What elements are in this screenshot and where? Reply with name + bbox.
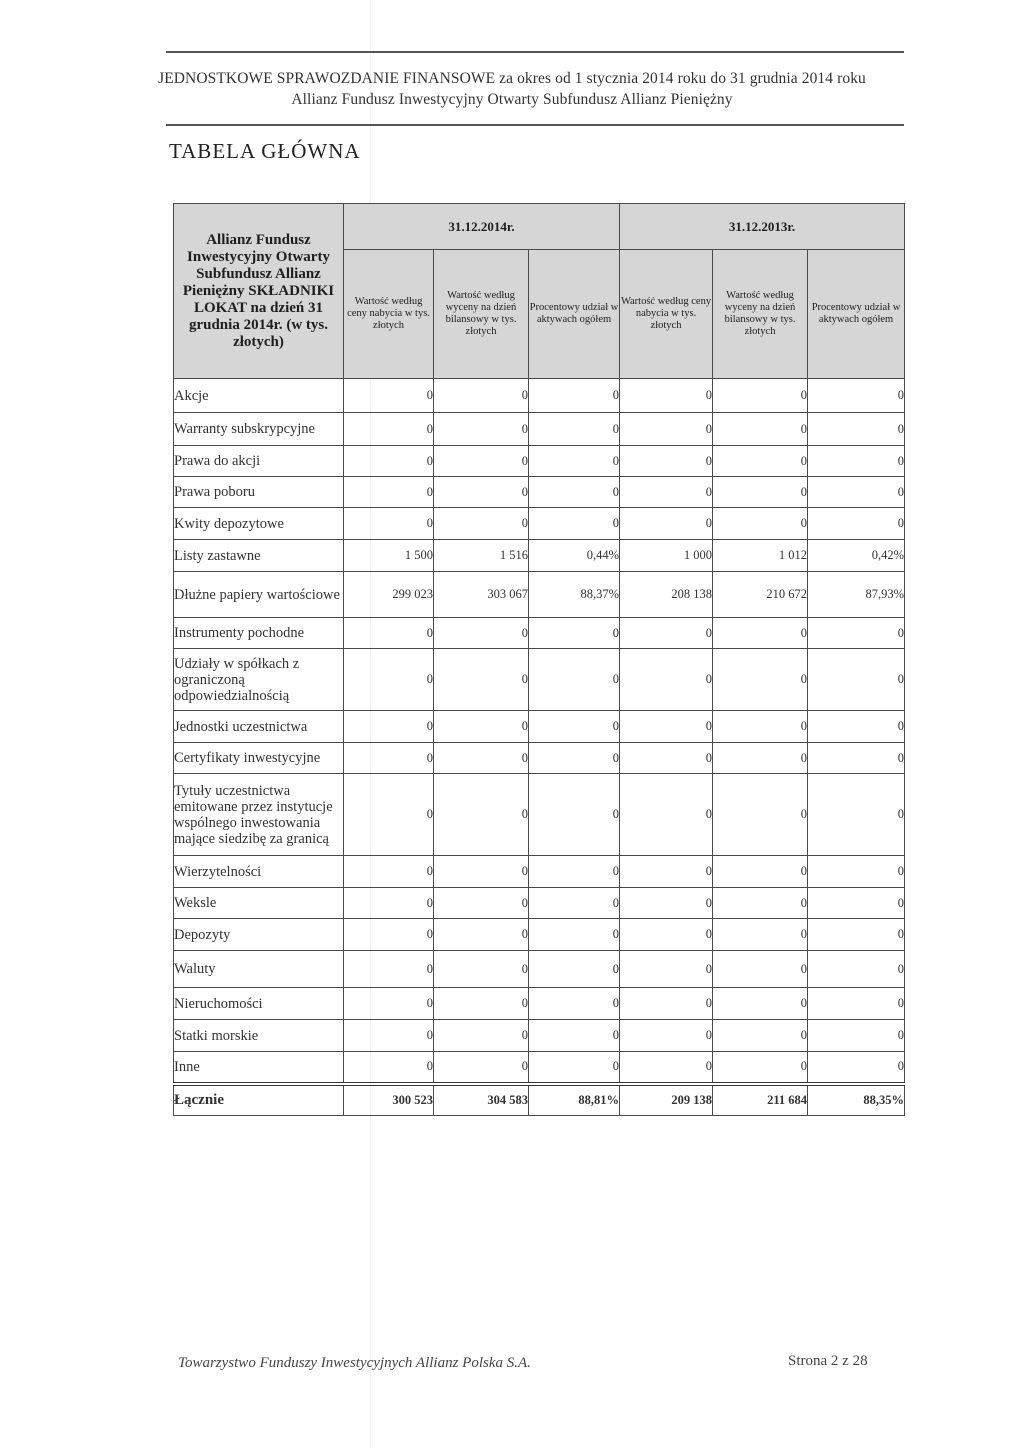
- table-row: [174, 446, 905, 477]
- value-cell: 0: [808, 508, 905, 540]
- row-label: Dłużne papiery wartościowe: [174, 572, 344, 618]
- footer-page-number: Strona 2 z 28: [788, 1353, 868, 1369]
- value-cell: 0: [620, 508, 713, 540]
- value-cell: 0: [434, 477, 529, 508]
- value-cell: 1 500: [344, 540, 434, 572]
- value-cell: 0: [713, 856, 808, 888]
- value-cell: 0: [344, 743, 434, 774]
- value-cell: 1 012: [713, 540, 808, 572]
- value-cell: 0: [808, 379, 905, 413]
- value-cell: 0: [344, 1052, 434, 1084]
- table-row: [174, 413, 905, 446]
- value-cell: 0: [808, 618, 905, 649]
- footer-company: Towarzystwo Funduszy Inwestycyjnych Allianz Polska S.A.: [178, 1355, 531, 1371]
- value-cell: 0: [344, 888, 434, 919]
- table-row: [174, 1020, 905, 1052]
- table-row: [174, 572, 905, 618]
- value-cell: 0: [529, 618, 620, 649]
- value-cell: 0: [434, 446, 529, 477]
- header-top-rule: [166, 51, 904, 53]
- value-cell: 0: [529, 774, 620, 856]
- value-cell: 0: [529, 988, 620, 1020]
- value-cell: 208 138: [620, 572, 713, 618]
- value-cell: 0: [620, 1052, 713, 1084]
- value-cell: 0: [808, 649, 905, 711]
- investment-components-table: [173, 203, 905, 1116]
- value-cell: 0: [529, 1020, 620, 1052]
- value-cell: 0: [713, 1052, 808, 1084]
- value-cell: 0: [620, 951, 713, 988]
- value-cell: 0: [344, 774, 434, 856]
- value-cell: 0: [620, 743, 713, 774]
- value-cell: 1 000: [620, 540, 713, 572]
- header-bottom-rule: [166, 124, 904, 126]
- value-cell: 0: [529, 413, 620, 446]
- table-row: [174, 711, 905, 743]
- value-cell: 88,35%: [808, 1084, 905, 1116]
- value-cell: 0: [713, 1020, 808, 1052]
- value-cell: 0: [808, 446, 905, 477]
- value-cell: 0: [713, 477, 808, 508]
- value-cell: 0: [344, 856, 434, 888]
- value-cell: 0: [344, 919, 434, 951]
- total-row: [174, 1084, 905, 1116]
- row-label: Wierzytelności: [174, 856, 344, 888]
- value-cell: 0: [434, 951, 529, 988]
- col-header-valuation-2013: Wartość według wyceny na dzień bilansowy w tys. złotych: [713, 250, 808, 379]
- table-row: [174, 988, 905, 1020]
- row-label: Statki morskie: [174, 1020, 344, 1052]
- value-cell: 0: [620, 988, 713, 1020]
- value-cell: 0: [434, 774, 529, 856]
- value-cell: 0: [808, 988, 905, 1020]
- value-cell: 209 138: [620, 1084, 713, 1116]
- value-cell: 0: [808, 856, 905, 888]
- value-cell: 0: [808, 477, 905, 508]
- row-label: Waluty: [174, 951, 344, 988]
- value-cell: 300 523: [344, 1084, 434, 1116]
- row-label: Depozyty: [174, 919, 344, 951]
- row-label: Prawa do akcji: [174, 446, 344, 477]
- value-cell: 1 516: [434, 540, 529, 572]
- table-row: [174, 888, 905, 919]
- col-header-share-2014: Procentowy udział w aktywach ogółem: [529, 250, 620, 379]
- value-cell: 0: [344, 618, 434, 649]
- value-cell: 211 684: [713, 1084, 808, 1116]
- value-cell: 0: [344, 477, 434, 508]
- value-cell: 0: [344, 711, 434, 743]
- value-cell: 0: [434, 508, 529, 540]
- value-cell: 88,81%: [529, 1084, 620, 1116]
- value-cell: 0: [529, 508, 620, 540]
- value-cell: 0: [713, 951, 808, 988]
- value-cell: 0: [434, 618, 529, 649]
- value-cell: 0: [344, 649, 434, 711]
- row-label: Inne: [174, 1052, 344, 1084]
- value-cell: 0: [713, 413, 808, 446]
- value-cell: 0: [529, 649, 620, 711]
- value-cell: 0: [434, 413, 529, 446]
- table-row: [174, 951, 905, 988]
- report-header-line2: Allianz Fundusz Inwestycyjny Otwarty Subfundusz Allianz Pieniężny: [291, 91, 733, 108]
- value-cell: 0: [529, 888, 620, 919]
- table-row: [174, 379, 905, 413]
- value-cell: 0: [529, 477, 620, 508]
- value-cell: 0: [529, 743, 620, 774]
- value-cell: 87,93%: [808, 572, 905, 618]
- value-cell: 0: [808, 413, 905, 446]
- table-row: [174, 540, 905, 572]
- value-cell: 0: [620, 413, 713, 446]
- value-cell: 0: [713, 508, 808, 540]
- row-label: Instrumenty pochodne: [174, 618, 344, 649]
- value-cell: 0: [620, 856, 713, 888]
- value-cell: 0: [620, 919, 713, 951]
- value-cell: 0: [434, 988, 529, 1020]
- row-label: Kwity depozytowe: [174, 508, 344, 540]
- page-title: TABELA GŁÓWNA: [169, 139, 361, 163]
- row-label: Weksle: [174, 888, 344, 919]
- row-label: Akcje: [174, 379, 344, 413]
- report-header-line1: JEDNOSTKOWE SPRAWOZDANIE FINANSOWE za okres od 1 stycznia 2014 roku do 31 grudnia 2014 roku: [158, 70, 866, 87]
- value-cell: 0: [344, 508, 434, 540]
- value-cell: 0: [808, 1052, 905, 1084]
- value-cell: 0: [713, 711, 808, 743]
- value-cell: 304 583: [434, 1084, 529, 1116]
- value-cell: 88,37%: [529, 572, 620, 618]
- table-corner-header: Allianz Fundusz Inwestycyjny Otwarty Subfundusz Allianz Pieniężny SKŁADNIKI LOKAT na dzień 31 grudnia 2014r. (w tys. złotych): [174, 204, 344, 379]
- value-cell: 0: [713, 919, 808, 951]
- table-row: [174, 508, 905, 540]
- row-label: Udziały w spółkach z ograniczoną odpowiedzialnością: [174, 649, 344, 711]
- col-header-share-2013: Procentowy udział w aktywach ogółem: [808, 250, 905, 379]
- value-cell: 0: [434, 1020, 529, 1052]
- table-row: [174, 743, 905, 774]
- value-cell: 0: [713, 988, 808, 1020]
- value-cell: 0: [620, 477, 713, 508]
- value-cell: 0: [434, 743, 529, 774]
- table-row: [174, 856, 905, 888]
- value-cell: 0: [620, 1020, 713, 1052]
- value-cell: 0: [529, 1052, 620, 1084]
- value-cell: 0: [434, 1052, 529, 1084]
- row-label: Jednostki uczestnictwa: [174, 711, 344, 743]
- table-row: [174, 649, 905, 711]
- value-cell: 0: [434, 888, 529, 919]
- period-2013-header: 31.12.2013r.: [620, 204, 905, 250]
- value-cell: 0,44%: [529, 540, 620, 572]
- value-cell: 0: [713, 743, 808, 774]
- value-cell: 0: [434, 919, 529, 951]
- row-label: Łącznie: [174, 1084, 344, 1116]
- value-cell: 0: [344, 413, 434, 446]
- value-cell: 0: [808, 774, 905, 856]
- value-cell: 0: [713, 888, 808, 919]
- table-row: [174, 1052, 905, 1084]
- value-cell: 303 067: [434, 572, 529, 618]
- value-cell: 299 023: [344, 572, 434, 618]
- value-cell: 0: [808, 743, 905, 774]
- value-cell: 210 672: [713, 572, 808, 618]
- col-header-valuation-2014: Wartość według wyceny na dzień bilansowy w tys. złotych: [434, 250, 529, 379]
- value-cell: 0: [344, 379, 434, 413]
- col-header-cost-2013: Wartość według ceny nabycia w tys. złotych: [620, 250, 713, 379]
- value-cell: 0: [713, 774, 808, 856]
- value-cell: 0: [434, 379, 529, 413]
- table-row: [174, 618, 905, 649]
- period-2014-header: 31.12.2014r.: [344, 204, 620, 250]
- value-cell: 0: [620, 649, 713, 711]
- value-cell: 0: [529, 856, 620, 888]
- value-cell: 0: [344, 951, 434, 988]
- value-cell: 0: [713, 618, 808, 649]
- value-cell: 0: [620, 618, 713, 649]
- value-cell: 0: [620, 774, 713, 856]
- value-cell: 0: [529, 951, 620, 988]
- table-row: [174, 774, 905, 856]
- value-cell: 0: [713, 446, 808, 477]
- value-cell: 0: [620, 711, 713, 743]
- value-cell: 0: [344, 446, 434, 477]
- value-cell: 0: [529, 379, 620, 413]
- value-cell: 0: [434, 711, 529, 743]
- value-cell: 0: [529, 919, 620, 951]
- value-cell: 0: [529, 446, 620, 477]
- col-header-cost-2014: Wartość według ceny nabycia w tys. złotych: [344, 250, 434, 379]
- row-label: Nieruchomości: [174, 988, 344, 1020]
- value-cell: 0: [713, 649, 808, 711]
- value-cell: 0,42%: [808, 540, 905, 572]
- value-cell: 0: [808, 919, 905, 951]
- value-cell: 0: [620, 888, 713, 919]
- value-cell: 0: [713, 379, 808, 413]
- value-cell: 0: [620, 379, 713, 413]
- value-cell: 0: [344, 1020, 434, 1052]
- row-label: Warranty subskrypcyjne: [174, 413, 344, 446]
- row-label: Prawa poboru: [174, 477, 344, 508]
- table-row: [174, 477, 905, 508]
- value-cell: 0: [620, 446, 713, 477]
- value-cell: 0: [434, 856, 529, 888]
- value-cell: 0: [808, 1020, 905, 1052]
- value-cell: 0: [808, 711, 905, 743]
- row-label: Tytuły uczestnictwa emitowane przez instytucje wspólnego inwestowania mające siedzibę za granicą: [174, 774, 344, 856]
- value-cell: 0: [434, 649, 529, 711]
- value-cell: 0: [344, 988, 434, 1020]
- row-label: Listy zastawne: [174, 540, 344, 572]
- value-cell: 0: [529, 711, 620, 743]
- row-label: Certyfikaty inwestycyjne: [174, 743, 344, 774]
- value-cell: 0: [808, 951, 905, 988]
- table-row: [174, 919, 905, 951]
- value-cell: 0: [808, 888, 905, 919]
